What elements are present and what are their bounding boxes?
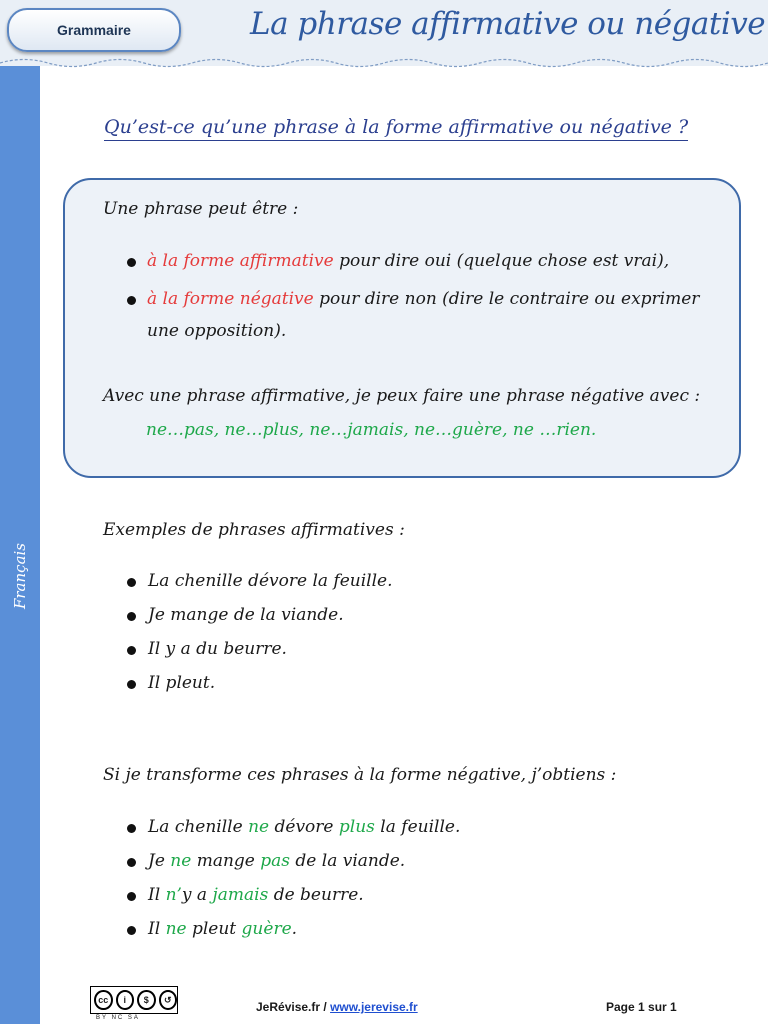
sentence-part: Il <box>148 885 166 905</box>
section-question: Qu’est-ce qu’une phrase à la forme affirmative ou négative ? <box>104 116 688 141</box>
grammaire-category-button[interactable]: Grammaire <box>7 8 181 52</box>
sentence-part: dévore <box>269 817 339 837</box>
footer-separator: / <box>320 1000 331 1014</box>
sentence-part: Il <box>148 919 166 939</box>
list-item: Il y a du beurre. <box>148 639 287 659</box>
transform-explanation: Avec une phrase affirmative, je peux faire une phrase négative avec : <box>103 386 701 406</box>
list-item: Je mange de la viande. <box>148 605 344 625</box>
bullet-icon <box>127 824 136 833</box>
sentence-part: La chenille <box>148 817 249 837</box>
license-label: BY NC SA <box>96 1015 140 1021</box>
affirmative-explanation: pour dire oui (quelque chose est vrai), <box>333 251 670 271</box>
list-item <box>148 817 460 837</box>
negation-word: ne <box>165 919 187 939</box>
negation-word: ne <box>248 817 270 837</box>
negative-examples-heading: Si je transforme ces phrases à la forme négative, j’obtiens : <box>103 765 617 785</box>
negation-word: ne <box>170 851 192 871</box>
bullet-icon <box>127 258 136 267</box>
sentence-part: la feuille. <box>374 817 461 837</box>
creative-commons-badge <box>90 986 178 1014</box>
list-item <box>148 851 405 871</box>
bullet-icon <box>127 680 136 689</box>
bullet-icon <box>127 926 136 935</box>
subject-label: Français <box>11 542 29 610</box>
negative-explanation-line2: une opposition). <box>147 321 287 341</box>
header-wave-border <box>0 56 768 70</box>
by-icon: i <box>116 990 135 1010</box>
bullet-icon <box>127 612 136 621</box>
page-title: La phrase affirmative ou négative <box>250 6 766 42</box>
sentence-part: y a <box>181 885 213 905</box>
list-item: La chenille dévore la feuille. <box>148 571 393 591</box>
definition-negative <box>147 289 699 309</box>
affirmative-highlight: à la forme affirmative <box>147 251 334 271</box>
sentence-part: pleut <box>186 919 242 939</box>
page-indicator: Page 1 sur 1 <box>606 1000 677 1014</box>
site-link[interactable]: www.jerevise.fr <box>330 1000 418 1014</box>
negation-word: plus <box>338 817 375 837</box>
negation-word: pas <box>260 851 291 871</box>
list-item: Il pleut. <box>148 673 216 693</box>
negation-word: jamais <box>212 885 269 905</box>
negative-highlight: à la forme négative <box>147 289 314 309</box>
cc-icon: cc <box>94 990 113 1010</box>
sentence-part: mange <box>191 851 261 871</box>
bullet-icon <box>127 892 136 901</box>
sentence-part: de beurre. <box>268 885 364 905</box>
footer-site <box>256 1000 418 1014</box>
definition-affirmative <box>147 251 669 271</box>
negation-word: n’ <box>165 885 182 905</box>
nc-icon: $ <box>137 990 156 1010</box>
bullet-icon <box>127 858 136 867</box>
list-item <box>148 885 364 905</box>
negation-words: ne…pas, ne…plus, ne…jamais, ne…guère, ne …rien. <box>146 420 597 440</box>
sentence-part: Je <box>148 851 171 871</box>
bullet-icon <box>127 296 136 305</box>
affirmative-examples-heading: Exemples de phrases affirmatives : <box>103 520 405 540</box>
negative-explanation: pour dire non (dire le contraire ou exprimer <box>313 289 700 309</box>
list-item <box>148 919 297 939</box>
sentence-part: de la viande. <box>290 851 406 871</box>
bullet-icon <box>127 646 136 655</box>
definition-intro: Une phrase peut être : <box>103 199 299 219</box>
site-name: JeRévise.fr <box>256 1000 321 1014</box>
bullet-icon <box>127 578 136 587</box>
sentence-part: . <box>291 919 298 939</box>
negation-word: guère <box>241 919 292 939</box>
sa-icon: ↺ <box>159 990 178 1010</box>
